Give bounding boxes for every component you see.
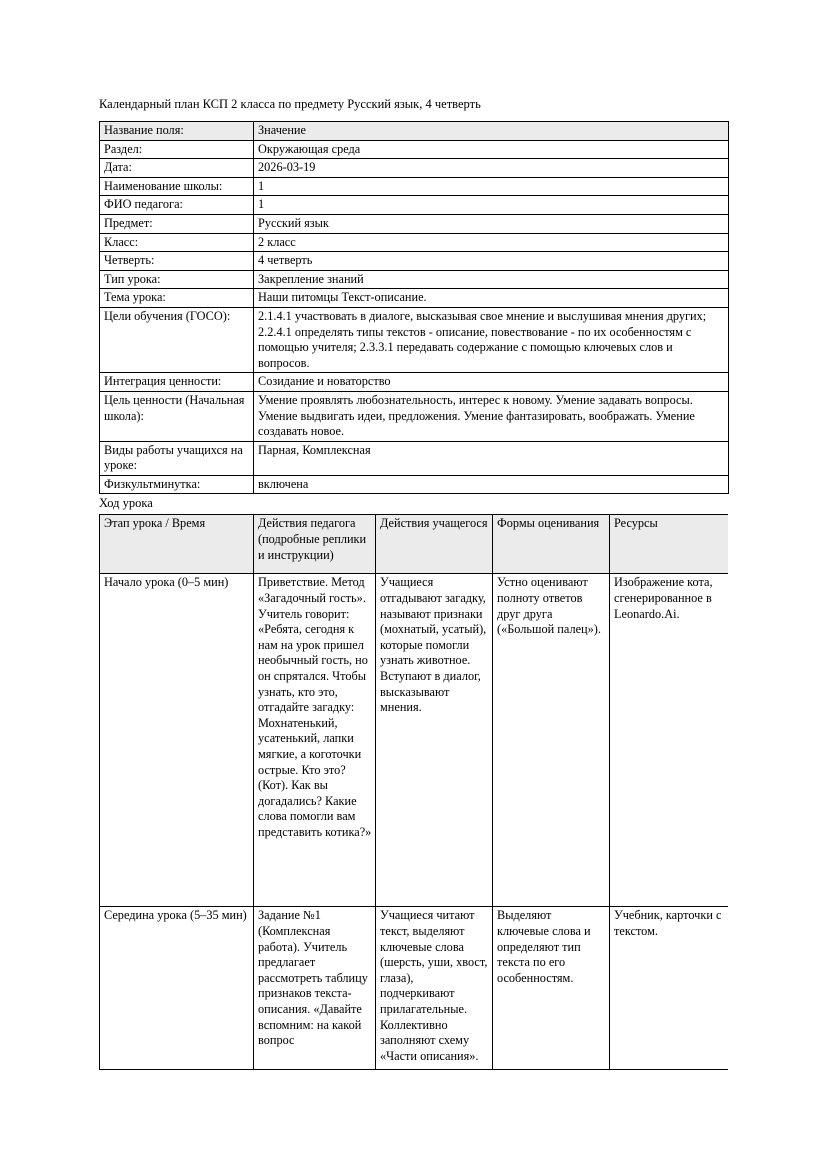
flow-cell-teacher-actions: Приветствие. Метод «Загадочный гость». Учитель говорит: «Ребята, сегодня к нам на урок пришел необычный гость, но он спрятался. Чтобы узнать, кто это, отгадайте загадку: Мохнатенький, усатенький, лапки мягкие, а коготочки острые. Кто это? (Кот). Как вы догадались? Какие слова помогли вам представить котика?» [254, 574, 376, 907]
meta-row-label: Класс: [100, 233, 254, 252]
table-row [100, 252, 729, 271]
table-row [100, 907, 729, 1070]
lesson-flow-table-wrapper [99, 514, 728, 1092]
meta-row-value: Парная, Комплексная [254, 441, 729, 475]
meta-row-value: Закрепление знаний [254, 270, 729, 289]
meta-row-value: 1 [254, 196, 729, 215]
table-row [100, 214, 729, 233]
flow-cell-assessment: Устно оценивают полноту ответов друг друга («Большой палец»). [493, 574, 610, 907]
table-row [100, 574, 729, 907]
meta-row-label: Интеграция ценности: [100, 373, 254, 392]
flow-header-teacher-actions: Действия педагога (подробные реплики и инструкции) [254, 515, 376, 574]
lesson-meta-table [99, 121, 729, 494]
meta-row-value: Созидание и новаторство [254, 373, 729, 392]
flow-cell-stage: Середина урока (5–35 мин) [100, 907, 254, 1070]
flow-cell-teacher-actions: Задание №1 (Комплексная работа). Учитель предлагает рассмотреть таблицу признаков текста-описания. «Давайте вспомним: на какой вопрос [254, 907, 376, 1070]
lesson-flow-table [99, 514, 728, 1070]
flow-cell-resources: Учебник, карточки с текстом. [610, 907, 729, 1070]
table-row [100, 441, 729, 475]
table-row [100, 196, 729, 215]
meta-row-value: 2 класс [254, 233, 729, 252]
meta-row-label: Цель ценности (Начальная школа): [100, 391, 254, 441]
meta-row-label: Тема урока: [100, 289, 254, 308]
document-content [99, 96, 728, 1092]
flow-header-assessment-forms: Формы оценивания [493, 515, 610, 574]
meta-header-field: Название поля: [100, 122, 254, 141]
table-row [100, 159, 729, 178]
flow-header-student-actions: Действия учащегося [376, 515, 493, 574]
meta-row-label: Физкультминутка: [100, 475, 254, 494]
flow-cell-student-actions: Учащиеся отгадывают загадку, называют признаки (мохнатый, усатый), которые помогли узнать животное. Вступают в диалог, высказывают мнения. [376, 574, 493, 907]
meta-table-header-row [100, 122, 729, 141]
meta-row-value: включена [254, 475, 729, 494]
flow-cell-resources: Изображение кота, сгенерированное в Leonardo.Ai. [610, 574, 729, 907]
table-row [100, 177, 729, 196]
flow-header-stage: Этап урока / Время [100, 515, 254, 574]
meta-row-value: Русский язык [254, 214, 729, 233]
flow-table-header-row [100, 515, 729, 574]
lesson-flow-label: Ход урока [99, 496, 153, 511]
meta-row-label: Наименование школы: [100, 177, 254, 196]
table-row [100, 140, 729, 159]
meta-row-value: 1 [254, 177, 729, 196]
meta-row-label: Виды работы учащихся на уроке: [100, 441, 254, 475]
flow-cell-stage: Начало урока (0–5 мин) [100, 574, 254, 907]
meta-row-label: Раздел: [100, 140, 254, 159]
meta-row-label: Тип урока: [100, 270, 254, 289]
meta-row-value: 2.1.4.1 участвовать в диалоге, высказывая свое мнение и выслушивая мнения других; 2.2.4.1 определять типы текстов - описание, повествование - по их особенностям с помощью учителя; 2.3.3.1 передавать содержание с помощью ключевых слов и вопросов. [254, 307, 729, 372]
flow-cell-student-actions: Учащиеся читают текст, выделяют ключевые слова (шерсть, уши, хвост, глаза), подчеркивают прилагательные. Коллективно заполняют схему «Части описания». [376, 907, 493, 1070]
page-title: Календарный план КСП 2 класса по предмету Русский язык, 4 четверть [99, 97, 481, 111]
meta-row-value: Наши питомцы Текст-описание. [254, 289, 729, 308]
meta-header-value: Значение [254, 122, 729, 141]
meta-row-value: 2026-03-19 [254, 159, 729, 178]
table-row [100, 233, 729, 252]
table-row [100, 270, 729, 289]
flow-header-resources: Ресурсы [610, 515, 729, 574]
table-row [100, 289, 729, 308]
flow-cell-assessment: Выделяют ключевые слова и определяют тип текста по его особенностям. [493, 907, 610, 1070]
meta-row-label: Дата: [100, 159, 254, 178]
table-row [100, 475, 729, 494]
meta-row-label: Предмет: [100, 214, 254, 233]
table-row [100, 307, 729, 372]
meta-row-label: Цели обучения (ГОСО): [100, 307, 254, 372]
meta-row-label: ФИО педагога: [100, 196, 254, 215]
meta-row-label: Четверть: [100, 252, 254, 271]
table-row [100, 391, 729, 441]
meta-row-value: 4 четверть [254, 252, 729, 271]
meta-row-value: Умение проявлять любознательность, интерес к новому. Умение задавать вопросы. Умение выдвигать идеи, предложения. Умение фантазировать, воображать. Умение создавать новое. [254, 391, 729, 441]
table-row [100, 373, 729, 392]
meta-row-value: Окружающая среда [254, 140, 729, 159]
